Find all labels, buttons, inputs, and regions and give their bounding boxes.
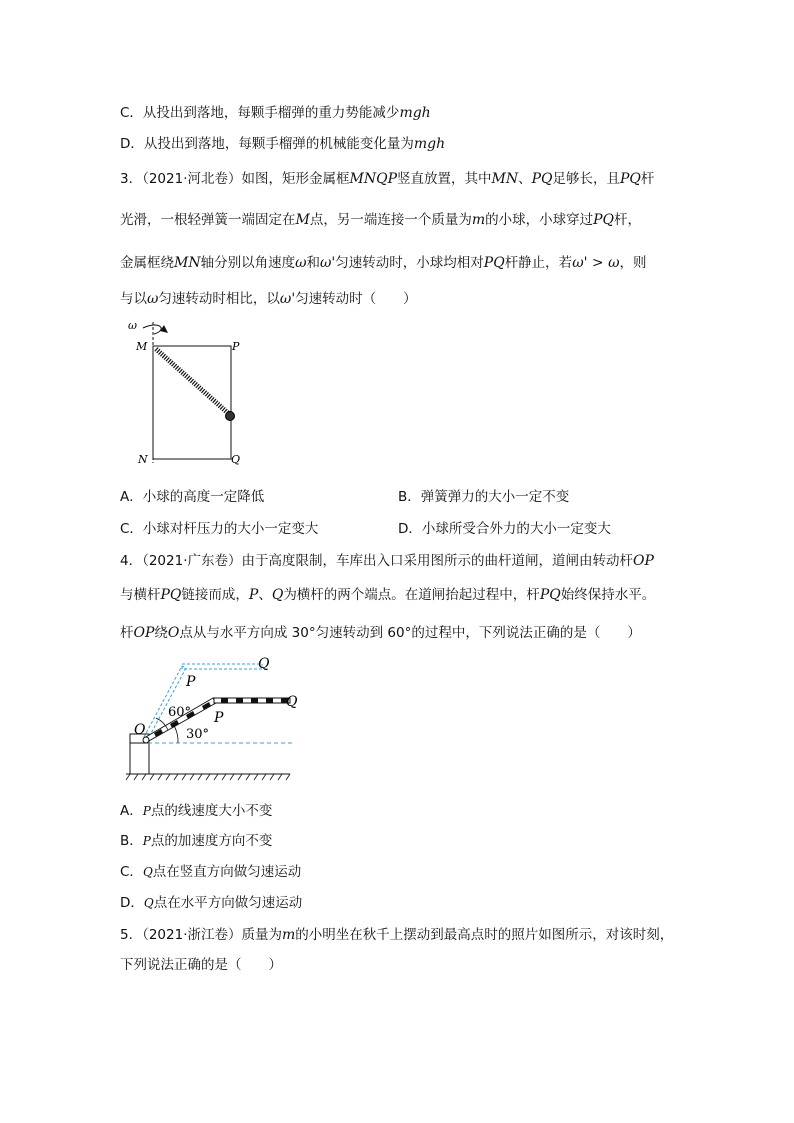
q5-text: 的小明坐在秋千上摆动到最高点时的照片如图所示，对该时刻， [295,927,674,943]
q2-option-c-expr: mgh [399,105,431,121]
q4-text: 、 [258,587,272,603]
q3-text: 匀速转动时相比，以 [158,291,280,307]
q3-option-c[interactable]: C．小球对杆压力的大小一定变大 [120,521,319,537]
q5-symbol-m: m [282,927,296,943]
q4-option-a-text: 点的线速度大小不变 [150,803,273,819]
q3-text: 轴分别以角速度 [200,255,296,271]
q3-option-d[interactable]: D．小球所受合外力的大小一定变大 [398,521,611,537]
q4-option-a[interactable] [120,802,272,820]
q4-symbol-q: Q [271,587,284,603]
q4-fig-label-o: O [134,722,146,738]
q2-option-d [120,135,445,153]
q4-stem-line-2 [120,586,655,604]
q5-text: 质量为 [241,927,282,943]
q4-option-d[interactable] [120,894,302,912]
q4-stem-line-1 [120,552,654,570]
q4-option-c-text: 点在竖直方向做匀速运动 [152,864,302,880]
q3-fig-omega-label: ω [128,319,137,332]
q3-fig-label-m: M [136,340,148,353]
q3-fig-label-n: N [138,453,148,466]
q3-symbol-omega-prime: ω' [279,291,296,307]
ground-hatching [126,774,290,780]
q3-text: 的小球，小球穿过 [485,212,594,228]
q3-stem-line-1 [120,170,654,188]
q4-symbol-q: Q [142,865,153,879]
q3-stem-line-3 [120,254,647,272]
q3-text: 与以 [120,291,147,307]
q4-fig-label-q-upper: Q [258,656,270,672]
q3-source: （2021·河北卷） [142,171,242,187]
q3-symbol-omega-prime: ω' [320,255,336,271]
q3-text: 杆静止，若 [504,255,573,271]
q4-symbol-p: P [248,587,259,603]
q5-stem-line-2 [120,956,282,974]
q3-stem-line-2 [120,211,641,229]
q5-stem-line-1 [120,926,673,944]
q3-symbol-mn: MN [174,255,201,271]
q4-option-b-prefix: B． [120,833,143,849]
rotation-arrow-icon [143,325,161,334]
q2-option-c [120,104,431,122]
q3-figure [120,318,250,468]
q3-symbol-omega: ω [295,255,307,271]
q3-text: 光滑，一根轻弹簧一端固定在 [120,212,296,228]
q3-text: 点，另一端连接一个质量为 [309,212,472,228]
q3-fig-label-p: P [232,340,240,353]
q3-text: 和 [306,255,321,271]
q5-source: （2021·浙江卷） [142,927,242,943]
q5-number: 5． [120,927,143,943]
q4-text: 与横杆 [120,587,161,603]
q4-number: 4． [120,553,143,569]
q3-text: ，则 [619,255,647,271]
q3-text: 如图，矩形金属框 [241,171,350,187]
q4-source: （2021·广东卷） [142,553,242,569]
q3-text: 杆， [614,212,642,228]
q4-option-a-prefix: A． [120,803,143,819]
ball [226,412,235,421]
q4-symbol-pq: PQ [539,587,561,603]
q4-text: 杆 [120,625,134,641]
q3-text: 金属框绕 [120,255,174,271]
q4-fig-angle-30: 30° [186,727,210,742]
q4-option-d-prefix: D． [120,895,144,911]
q3-option-b[interactable]: B．弹簧弹力的大小一定不变 [398,489,570,505]
q3-inequality: ω' > ω [572,255,620,271]
q4-text: 始终保持水平。 [560,587,656,603]
q4-option-d-text: 点在水平方向做匀速运动 [153,895,303,911]
q3-symbol-pq: PQ [593,212,615,228]
q3-symbol-omega: ω [147,291,159,307]
q3-fig-label-q: Q [231,453,241,466]
q4-symbol-q: Q [143,896,154,910]
q2-option-d-expr: mgh [413,136,446,152]
spring [156,349,229,414]
q4-fig-label-q-lower: Q [286,694,298,710]
q4-symbol-o: O [167,625,180,641]
q4-text: 链接而成， [181,587,249,603]
q5-text: 下列说法正确的是（ ） [120,957,282,973]
q3-text: 、 [518,171,532,187]
q3-text: 匀速转动时（ ） [295,291,417,307]
q4-option-c[interactable] [120,863,301,881]
q4-symbol-op: OP [633,553,654,569]
q4-text: 绕 [154,625,168,641]
q4-fig-label-p-upper: P [186,674,196,690]
q4-text: 由于高度限制，车库出入口采用图所示的曲杆道闸，道闸由转动杆 [241,553,633,569]
bar-pq-60deg [182,664,262,669]
q4-fig-angle-60: 60° [168,705,192,720]
q3-symbol-frame: MNQP [349,171,397,187]
q3-text: 足够长，且 [552,171,620,187]
q3-text: 竖直放置，其中 [396,171,492,187]
gate-base [130,742,149,774]
q3-symbol-pq: PQ [531,171,553,187]
q2-option-c-text: C．从投出到落地，每颗手榴弹的重力势能减少 [120,105,400,121]
q4-fig-label-p-lower: P [214,710,224,726]
q3-symbol-mass: m [471,212,486,228]
q4-symbol-op: OP [133,625,155,641]
q4-text: 点从与水平方向成 30°匀速转动到 60°的过程中，下列说法正确的是（ ） [179,625,641,641]
q4-option-b-text: 点的加速度方向不变 [150,833,273,849]
q4-text: 为横杆的两个端点。在道闸抬起过程中，杆 [283,587,540,603]
q2-option-d-text: D．从投出到落地，每颗手榴弹的机械能变化量为 [120,136,414,152]
q3-option-a[interactable]: A．小球的高度一定降低 [120,489,265,505]
q4-symbol-p: P [142,804,151,818]
q3-text: 匀速转动时，小球均相对 [335,255,484,271]
q3-stem-line-4 [120,290,417,308]
q3-symbol-m: M [295,212,310,228]
q4-figure [120,654,310,786]
q4-option-b[interactable] [120,832,272,850]
q3-symbol-pq: PQ [483,255,505,271]
q3-symbol-pq: PQ [619,171,641,187]
q3-text: 杆 [640,171,655,187]
q3-symbol-mn: MN [491,171,519,187]
q4-option-c-prefix: C． [120,864,143,880]
q3-number: 3． [120,171,143,187]
q4-symbol-pq: PQ [160,587,182,603]
q4-stem-line-3 [120,624,641,642]
q4-symbol-p: P [142,834,151,848]
